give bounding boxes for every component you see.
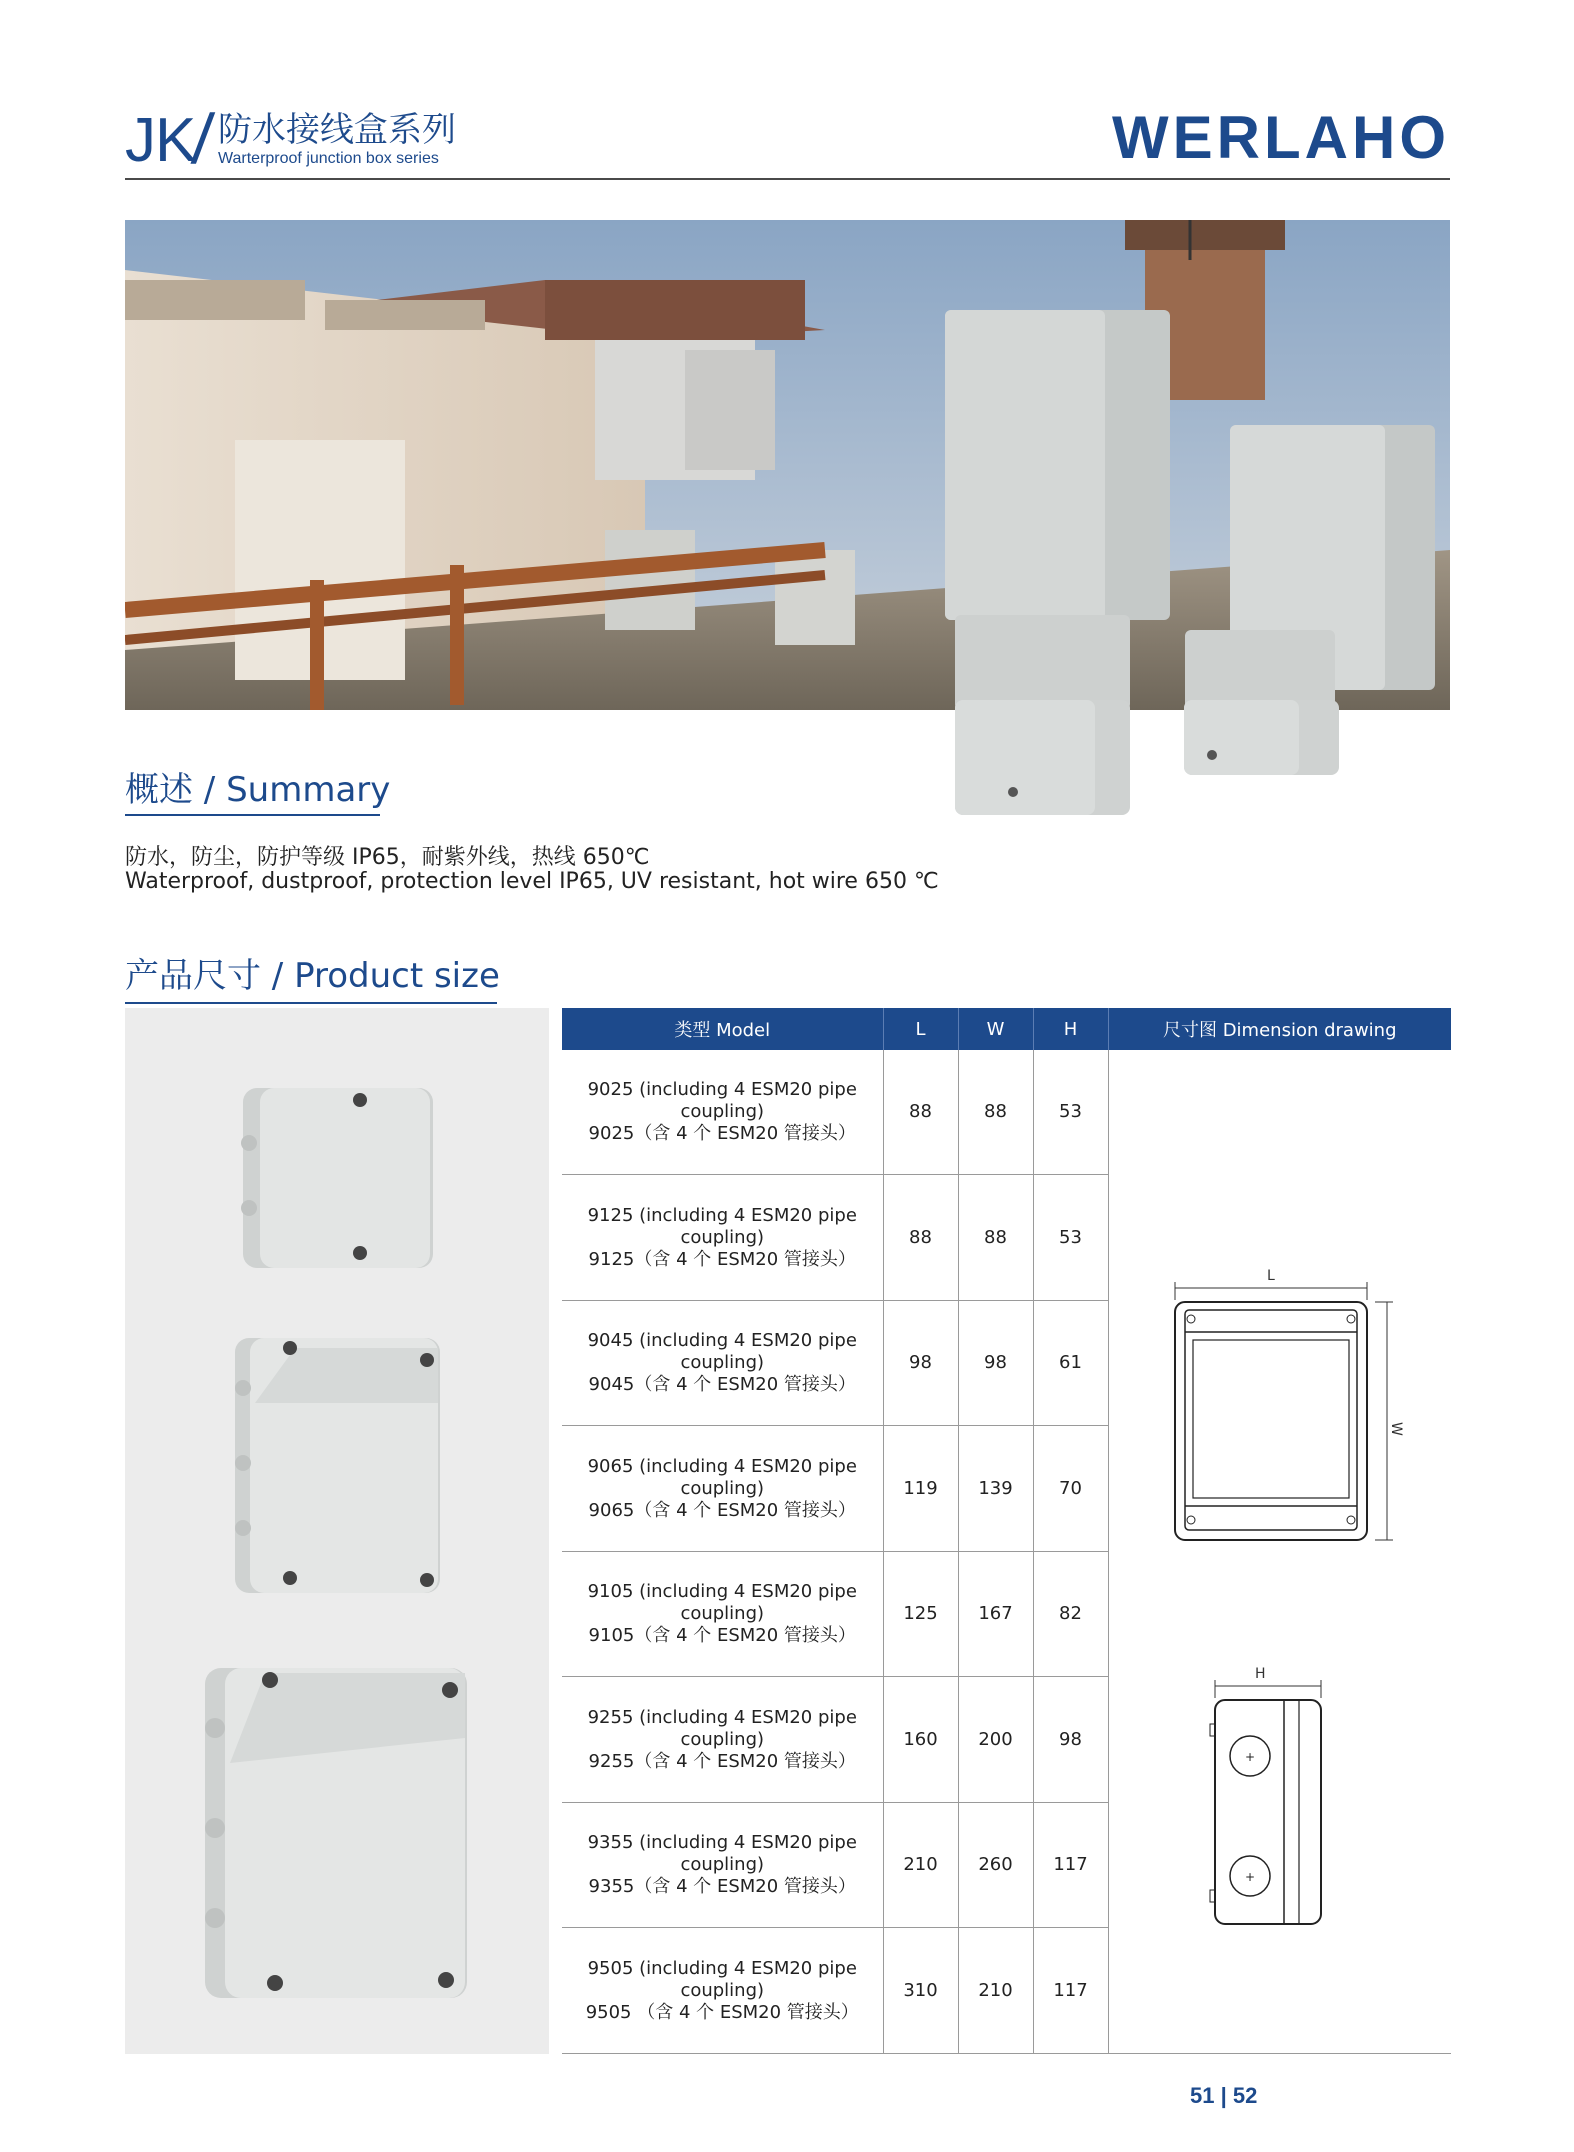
product-photo-panel [125,1008,549,2054]
model-en: 9505 (including 4 ESM20 pipe coupling) [587,1957,857,2001]
series-title-en: Warterproof junction box series [218,150,439,167]
model-cell [562,1677,883,1803]
dim-w: 88 [958,1050,1033,1175]
dim-h: 53 [1033,1175,1108,1301]
svg-text:+: + [1244,1870,1255,1884]
banner-box-overflow [953,700,1133,820]
header-divider [125,178,1450,180]
label-l: L [1266,1268,1275,1284]
dim-h: 98 [1033,1677,1108,1803]
model-cell [562,1802,883,1928]
table-header-row [562,1008,1451,1050]
model-en: 9105 (including 4 ESM20 pipe coupling) [587,1581,857,1625]
banner-photo [125,220,1450,710]
summary-text-en: Waterproof, dustproof, protection level IP65, UV resistant, hot wire 650 ℃ [125,869,939,894]
model-cell [562,1551,883,1677]
page-numbers: 51 | 52 [1190,2083,1258,2108]
model-en: 9125 (including 4 ESM20 pipe coupling) [587,1204,857,1248]
dim-h: 70 [1033,1426,1108,1552]
col-header-drawing: 尺寸图 Dimension drawing [1108,1008,1451,1050]
dim-w: 167 [958,1551,1033,1677]
model-en: 9065 (including 4 ESM20 pipe coupling) [587,1455,857,1499]
model-cn: 9255（含 4 个 ESM20 管接头） [588,1750,856,1772]
dim-h: 82 [1033,1551,1108,1677]
dimension-drawing [1109,1050,1452,2047]
dim-w: 200 [958,1677,1033,1803]
table-row [562,1050,1451,1175]
dim-w: 210 [958,1928,1033,2054]
series-title-cn: 防水接线盒系列 [218,110,456,150]
summary-text-cn: 防水，防尘，防护等级 IP65，耐紫外线，热线 650℃ [125,845,650,870]
model-en: 9355 (including 4 ESM20 pipe coupling) [587,1832,857,1876]
dim-l: 119 [883,1426,958,1552]
dim-l: 210 [883,1802,958,1928]
model-cell [562,1426,883,1552]
dim-h: 53 [1033,1050,1108,1175]
model-cn: 9065（含 4 个 ESM20 管接头） [588,1499,856,1521]
series-slash: / [188,100,217,178]
summary-heading: 概述 / Summary [125,770,391,810]
dim-w: 260 [958,1802,1033,1928]
dim-w: 98 [958,1300,1033,1426]
model-cell [562,1175,883,1301]
model-cell [562,1300,883,1426]
dim-l: 125 [883,1551,958,1677]
product-photo-small [241,1088,433,1268]
dim-w: 139 [958,1426,1033,1552]
product-size-underline [125,1002,497,1004]
dim-w: 88 [958,1175,1033,1301]
dim-l: 160 [883,1677,958,1803]
model-en: 9025 (including 4 ESM20 pipe coupling) [587,1079,857,1123]
model-cn: 9105（含 4 个 ESM20 管接头） [588,1625,856,1647]
banner-box-overflow-2 [1182,700,1342,800]
label-h: H [1254,1666,1266,1682]
model-en: 9045 (including 4 ESM20 pipe coupling) [587,1330,857,1374]
svg-text:+: + [1244,1750,1255,1764]
dim-h: 117 [1033,1802,1108,1928]
product-photo-medium [235,1338,440,1593]
col-header-l: L [883,1008,958,1050]
col-header-w: W [958,1008,1033,1050]
model-cell [562,1928,883,2054]
dim-h: 117 [1033,1928,1108,2054]
model-cn: 9125（含 4 个 ESM20 管接头） [588,1248,856,1270]
model-cn: 9355（含 4 个 ESM20 管接头） [588,1876,856,1898]
model-cell [562,1050,883,1175]
series-code: JK [125,106,196,175]
dimension-drawing-cell [1108,1050,1451,2054]
dim-l: 88 [883,1175,958,1301]
model-cn: 9025（含 4 个 ESM20 管接头） [588,1123,856,1145]
label-w: W [1387,1422,1404,1436]
col-header-model: 类型 Model [562,1008,883,1050]
summary-underline [125,814,380,816]
product-photo-large [205,1668,467,1998]
col-header-h: H [1033,1008,1108,1050]
product-size-heading: 产品尺寸 / Product size [125,956,500,996]
dim-l: 98 [883,1300,958,1426]
model-cn: 9505 （含 4 个 ESM20 管接头） [585,2001,859,2023]
product-size-table [562,1008,1451,2054]
model-cn: 9045（含 4 个 ESM20 管接头） [588,1374,856,1396]
brand-logo: WERLAHO [1112,104,1450,171]
model-en: 9255 (including 4 ESM20 pipe coupling) [587,1706,857,1750]
dim-h: 61 [1033,1300,1108,1426]
dim-l: 88 [883,1050,958,1175]
dim-l: 310 [883,1928,958,2054]
